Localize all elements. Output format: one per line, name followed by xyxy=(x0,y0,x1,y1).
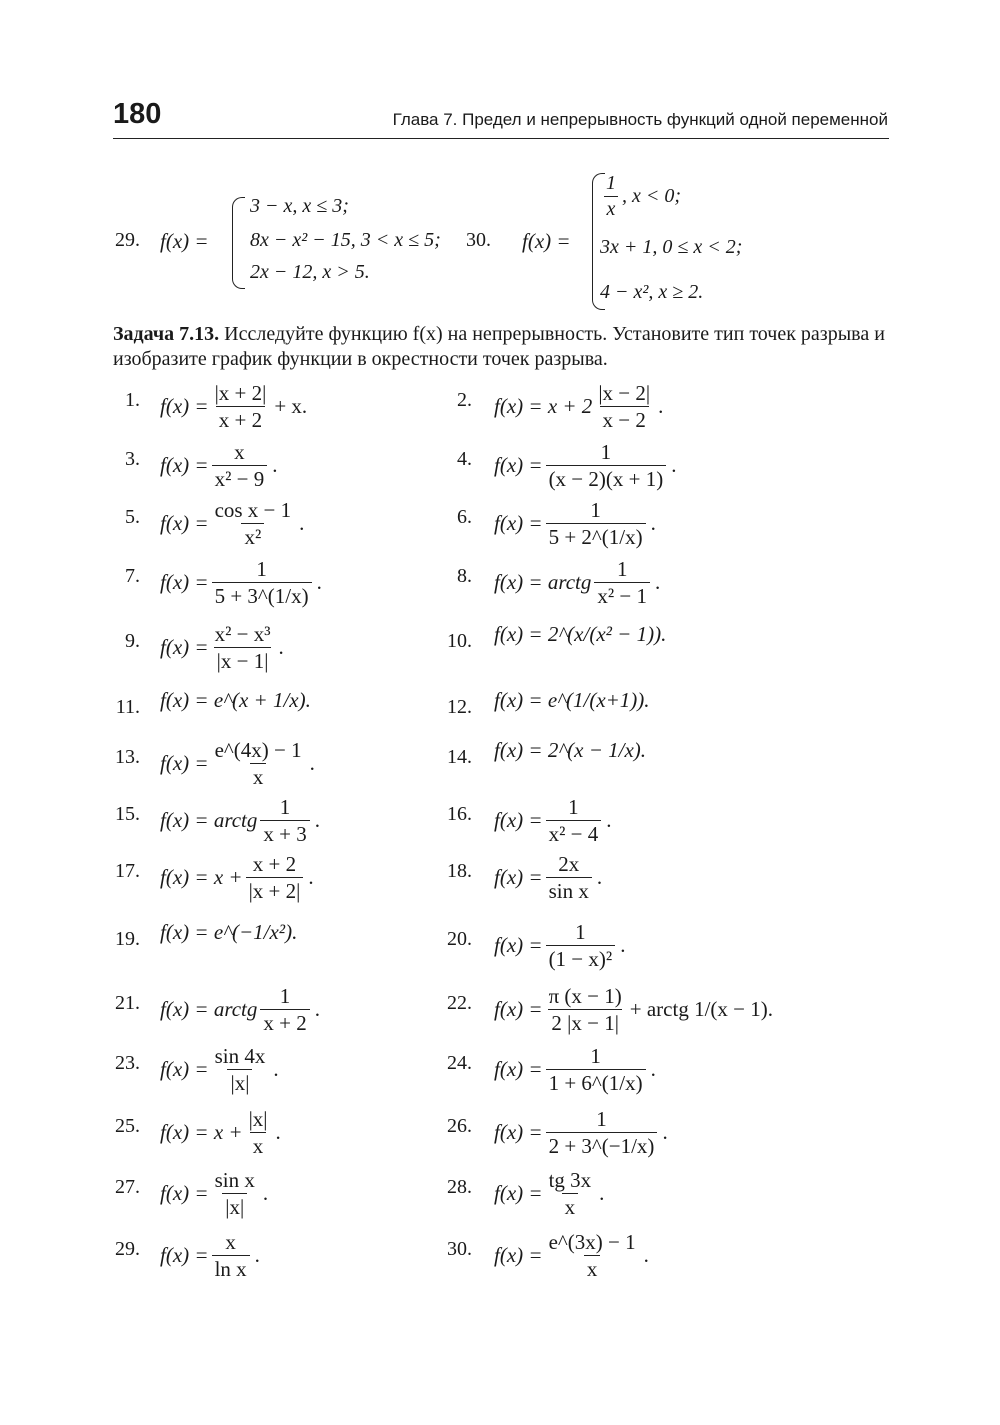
problem-formula xyxy=(160,852,314,903)
formula-lhs: f(x) = xyxy=(160,635,209,660)
denominator: x² − 4 xyxy=(546,820,602,846)
fraction xyxy=(594,557,650,608)
formula-tail: . xyxy=(650,511,656,536)
formula-lhs: f(x) = xyxy=(160,751,209,776)
numerator: 1 xyxy=(596,1107,607,1131)
numerator: x² − x³ xyxy=(214,622,271,646)
formula-lhs: f(x) = e^(−1/x²). xyxy=(160,920,298,944)
denominator: 1 + 6^(1/x) xyxy=(546,1069,646,1095)
formula-tail: . xyxy=(662,1120,668,1145)
problem-number: 30. xyxy=(447,1238,472,1260)
formula-lhs: f(x) = xyxy=(160,511,209,536)
problem-number: 15. xyxy=(115,803,140,825)
fraction xyxy=(546,1044,646,1095)
fraction xyxy=(603,172,619,221)
denominator: x xyxy=(250,1132,267,1158)
page-number: 180 xyxy=(113,98,162,130)
problem-formula xyxy=(494,557,660,608)
formula-tail: . xyxy=(596,865,603,890)
problem-29-prev-label: 29. xyxy=(115,229,140,251)
denominator: x + 2 xyxy=(260,1009,309,1035)
formula-lhs: f(x) = arctg xyxy=(160,808,258,833)
numerator: |x − 2| xyxy=(598,381,651,405)
denominator: x xyxy=(584,1255,601,1281)
fraction xyxy=(546,440,667,491)
numerator: π (x − 1) xyxy=(548,984,622,1008)
problem-number: 26. xyxy=(447,1115,472,1137)
formula-lhs: f(x) = xyxy=(494,1181,543,1206)
formula-lhs: f(x) = xyxy=(494,933,543,958)
fraction xyxy=(212,622,274,673)
problem-formula xyxy=(160,1168,268,1219)
formula-lhs: f(x) = arctg xyxy=(494,570,592,595)
problem-29-prev-lhs: f(x) = xyxy=(160,229,209,253)
problem-number: 16. xyxy=(447,803,472,825)
formula-lhs: f(x) = xyxy=(494,1057,543,1082)
denominator: x xyxy=(604,196,619,221)
fraction xyxy=(212,557,312,608)
formula-lhs: f(x) = xyxy=(494,808,543,833)
numerator: sin x xyxy=(214,1168,255,1192)
numerator: 1 xyxy=(600,440,612,464)
numerator: e^(4x) − 1 xyxy=(214,738,302,762)
problem-formula xyxy=(160,795,320,846)
denominator: ln x xyxy=(212,1255,250,1281)
formula-lhs: f(x) = 2^(x − 1/x). xyxy=(494,738,647,762)
problem-formula xyxy=(494,1044,656,1095)
problem-formula xyxy=(160,1107,281,1158)
task-text: Исследуйте функцию f(x) на непрерывность. Установите тип точек разрыва и изобразите график функции в окрестности точек разрыва. xyxy=(113,323,885,370)
denominator: (1 − x)² xyxy=(546,945,616,971)
formula-tail: . xyxy=(671,453,677,478)
formula-lhs: f(x) = xyxy=(494,1120,543,1145)
fraction xyxy=(546,852,592,903)
formula-tail: . xyxy=(650,1057,656,1082)
problem-formula xyxy=(160,920,297,945)
formula-tail: . xyxy=(314,808,320,833)
problem-number: 5. xyxy=(125,506,140,528)
problem-formula xyxy=(494,622,666,647)
denominator: 5 + 2^(1/x) xyxy=(546,523,646,549)
problem-number: 23. xyxy=(115,1052,140,1074)
condition: , x < 0; xyxy=(622,185,682,207)
problem-formula xyxy=(494,984,773,1035)
formula-lhs: f(x) = e^(x + 1/x). xyxy=(160,688,311,712)
numerator: 1 xyxy=(256,557,267,581)
problem-formula xyxy=(494,440,676,491)
problem-formula xyxy=(494,738,646,763)
problem-number: 9. xyxy=(125,630,140,652)
problem-formula xyxy=(160,440,277,491)
denominator: 2 + 3^(−1/x) xyxy=(546,1132,658,1158)
formula-lhs: f(x) = xyxy=(160,1181,209,1206)
fraction xyxy=(546,498,646,549)
denominator: x + 3 xyxy=(260,820,309,846)
formula-tail: + x. xyxy=(274,394,308,419)
fraction xyxy=(212,1230,250,1281)
formula-lhs: f(x) = xyxy=(494,511,543,536)
fraction xyxy=(260,795,309,846)
brace-29 xyxy=(232,197,245,289)
problem-number: 12. xyxy=(447,696,472,718)
problem-number: 28. xyxy=(447,1176,472,1198)
chapter-title: Глава 7. Предел и непрерывность функций одной переменной xyxy=(392,110,888,129)
formula-tail: . xyxy=(314,997,320,1022)
piecewise-row-3: 4 − x², x ≥ 2. xyxy=(600,281,704,303)
formula-lhs: f(x) = xyxy=(494,997,543,1022)
formula-lhs: f(x) = arctg xyxy=(160,997,258,1022)
problem-number: 13. xyxy=(115,746,140,768)
denominator: x xyxy=(562,1193,579,1219)
problem-formula xyxy=(494,1168,604,1219)
problem-number: 20. xyxy=(447,928,472,950)
problem-formula xyxy=(494,1230,649,1281)
formula-lhs: f(x) = xyxy=(494,453,543,478)
numerator: 1 xyxy=(590,498,601,522)
fraction xyxy=(546,795,602,846)
formula-lhs: f(x) = x + xyxy=(160,1120,243,1145)
formula-lhs: f(x) = 2^(x/(x² − 1)). xyxy=(494,622,667,646)
problem-number: 2. xyxy=(457,389,472,411)
problem-number: 8. xyxy=(457,565,472,587)
problem-formula xyxy=(494,920,625,971)
problem-number: 18. xyxy=(447,860,472,882)
denominator: |x − 1| xyxy=(214,647,272,673)
numerator: 1 xyxy=(590,1044,601,1068)
formula-tail: . xyxy=(254,1243,260,1268)
formula-tail: . xyxy=(299,511,305,536)
formula-tail: . xyxy=(620,933,626,958)
problem-formula xyxy=(494,498,656,549)
numerator: |x| xyxy=(248,1107,268,1131)
denominator: x xyxy=(250,763,267,789)
formula-lhs: f(x) = e^(1/(x+1)). xyxy=(494,688,650,712)
fraction xyxy=(212,1168,258,1219)
numerator: 1 xyxy=(575,920,586,944)
fraction xyxy=(260,984,309,1035)
problem-formula xyxy=(494,795,611,846)
formula-tail: . xyxy=(309,751,315,776)
piecewise-row-1: 3 − x, x ≤ 3; xyxy=(250,195,349,217)
fraction xyxy=(546,1168,595,1219)
problem-formula xyxy=(160,984,320,1035)
fraction xyxy=(212,738,305,789)
formula-tail: . xyxy=(655,570,661,595)
fraction xyxy=(212,498,295,549)
numerator: 1 xyxy=(568,795,579,819)
numerator: tg 3x xyxy=(548,1168,592,1192)
problem-number: 22. xyxy=(447,992,472,1014)
formula-tail: . xyxy=(278,635,284,660)
problem-number: 4. xyxy=(457,448,472,470)
problem-formula xyxy=(160,1230,260,1281)
problem-number: 1. xyxy=(125,389,140,411)
numerator: 1 xyxy=(606,172,616,194)
problem-formula xyxy=(160,381,307,432)
denominator: x² xyxy=(241,523,264,549)
formula-lhs: f(x) = xyxy=(494,865,543,890)
formula-tail: . xyxy=(599,1181,605,1206)
problem-number: 11. xyxy=(115,696,140,718)
problem-30-prev-label: 30. xyxy=(466,229,491,251)
formula-tail: . xyxy=(308,865,314,890)
fraction xyxy=(212,1044,269,1095)
numerator: |x + 2| xyxy=(214,381,267,405)
denominator: x + 2 xyxy=(216,406,265,432)
problem-formula xyxy=(494,852,602,903)
task-statement xyxy=(113,322,893,372)
problem-formula xyxy=(494,1107,668,1158)
formula-lhs: f(x) = x + 2 xyxy=(494,394,593,419)
formula-tail: + arctg 1/(x − 1). xyxy=(629,997,773,1022)
denominator: sin x xyxy=(546,877,592,903)
fraction xyxy=(212,381,270,432)
formula-tail: . xyxy=(658,394,664,419)
problem-number: 14. xyxy=(447,746,472,768)
problem-number: 3. xyxy=(125,448,140,470)
problem-formula xyxy=(160,622,284,673)
formula-tail: . xyxy=(643,1243,649,1268)
problem-number: 27. xyxy=(115,1176,140,1198)
problem-number: 21. xyxy=(115,992,140,1014)
fraction xyxy=(246,852,304,903)
numerator: 1 xyxy=(279,984,291,1008)
fraction xyxy=(546,984,625,1035)
numerator: x xyxy=(234,440,245,464)
denominator: 2 |x − 1| xyxy=(548,1009,622,1035)
problem-number: 25. xyxy=(115,1115,140,1137)
numerator: x xyxy=(225,1230,236,1254)
problem-number: 6. xyxy=(457,506,472,528)
piecewise-row-1 xyxy=(600,172,681,221)
formula-lhs: f(x) = xyxy=(160,453,209,478)
header-rule xyxy=(113,138,889,139)
fraction xyxy=(546,1230,639,1281)
piecewise-row-2: 8x − x² − 15, 3 < x ≤ 5; xyxy=(250,229,441,251)
problem-number: 17. xyxy=(115,860,140,882)
fraction xyxy=(212,440,268,491)
denominator: x² − 1 xyxy=(594,582,650,608)
problem-formula xyxy=(494,381,663,432)
problem-formula xyxy=(160,688,311,713)
formula-tail: . xyxy=(272,453,278,478)
problem-number: 10. xyxy=(447,630,472,652)
fraction xyxy=(595,381,653,432)
fraction xyxy=(546,920,616,971)
denominator: |x| xyxy=(227,1069,252,1095)
problem-number: 7. xyxy=(125,565,140,587)
denominator: 5 + 3^(1/x) xyxy=(212,582,312,608)
denominator: |x| xyxy=(222,1193,247,1219)
problem-number: 19. xyxy=(115,928,140,950)
denominator: (x − 2)(x + 1) xyxy=(546,465,667,491)
numerator: x + 2 xyxy=(252,852,297,876)
problem-formula xyxy=(160,1044,279,1095)
formula-tail: . xyxy=(273,1057,279,1082)
piecewise-row-2: 3x + 1, 0 ≤ x < 2; xyxy=(600,236,743,258)
problem-formula xyxy=(160,498,304,549)
problem-formula xyxy=(160,557,322,608)
task-title: Задача 7.13. xyxy=(113,323,220,345)
problem-formula xyxy=(160,738,315,789)
formula-lhs: f(x) = x + xyxy=(160,865,243,890)
denominator: x − 2 xyxy=(600,406,649,432)
formula-lhs: f(x) = xyxy=(160,1243,209,1268)
formula-lhs: f(x) = xyxy=(160,1057,209,1082)
numerator: cos x − 1 xyxy=(214,498,292,522)
formula-lhs: f(x) = xyxy=(494,1243,543,1268)
problem-number: 29. xyxy=(115,1238,140,1260)
numerator: 1 xyxy=(616,557,628,581)
formula-tail: . xyxy=(275,1120,281,1145)
numerator: e^(3x) − 1 xyxy=(548,1230,636,1254)
formula-lhs: f(x) = xyxy=(160,570,209,595)
numerator: sin 4x xyxy=(214,1044,266,1068)
fraction xyxy=(246,1107,271,1158)
problem-formula xyxy=(494,688,650,713)
denominator: x² − 9 xyxy=(212,465,268,491)
formula-lhs: f(x) = xyxy=(160,394,209,419)
numerator: 2x xyxy=(558,852,580,876)
numerator: 1 xyxy=(279,795,291,819)
problem-30-prev-lhs: f(x) = xyxy=(522,229,571,253)
piecewise-row-3: 2x − 12, x > 5. xyxy=(250,261,370,283)
fraction xyxy=(546,1107,658,1158)
formula-tail: . xyxy=(316,570,322,595)
formula-tail: . xyxy=(606,808,612,833)
problem-number: 24. xyxy=(447,1052,472,1074)
denominator: |x + 2| xyxy=(246,877,304,903)
formula-tail: . xyxy=(262,1181,269,1206)
